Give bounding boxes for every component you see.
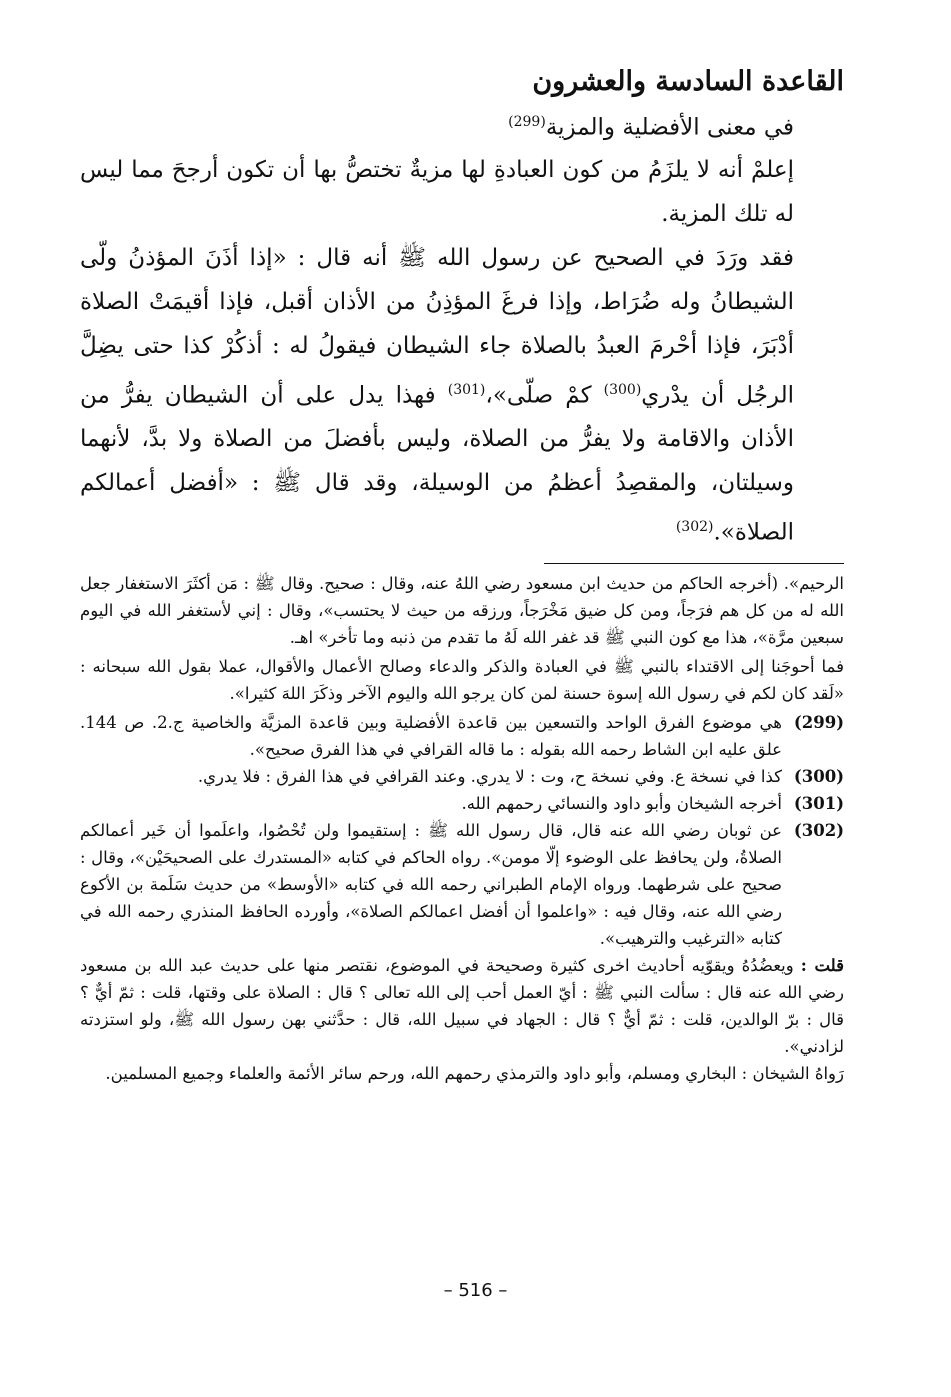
footnote-302 [80,817,844,952]
paragraph-2-part-a: فقد ورَدَ في الصحيح عن رسول الله ﷺ أنه قال : «إذا أذَنَ المؤذنُ ولّى الشيطانُ وله ضُرَاط، وإذا فرغَ المؤذِنُ من الأذان أقبل، فإذا أقيمَتْ الصلاة أدْبَرَ، فإذا أحْرمَ العبدُ بالصلاة جاء الشيطان فيقولُ له : أذكُرْ كذا حتى يضِلَّ الرجُل أن يدْري [80,244,795,409]
paragraph-2-part-c: فهذا يدل على أن الشيطان يفرُّ من الأذان والاقامة ولا يفرُّ من الصلاة، وليس بأفضلَ من الصلاة ولا بدَّ، لأنهما وسيلتان، والمقصِدُ أعظمُ من الوسيلة، وقد قال ﷺ : «أفضل أعمالكم الصلاة». [80,382,794,546]
footnote-text: أخرجه الشيخان وأبو داود والنسائي رحمهم الله. [461,793,782,813]
footnote-number: (299) [793,712,844,732]
main-paragraph-2 [80,236,844,555]
footnote-ref-299: (299) [508,114,546,130]
footnote-continuation-1: الرحيم». (أخرجه الحاكم من حديث ابن مسعود رضي اللهُ عنه، وقال : صحيح. وقال ﷺ : مَن أكثَرَ الاستغفار جعل الله له من كل هم فرَجاً، ومن كل ضيق مَخْرَجاً، ورزقه من حيث لا يحتسب»، وقال : إني لأستغفر الله في اليوم سبعين مرَّة»، هذا مع كون النبي ﷺ قد غفر الله لَهُ ما تقدم من ذنبه وما تأخر» اهـ. [80,573,844,647]
footnote-qult [80,952,844,1060]
footnote-text: عن ثوبان رضي الله عنه قال، قال رسول الله ﷺ : إستقيموا ولن تُحْصُوا، واعلَموا أن خَير أعمالكم الصلاةُ، ولن يحافظ على الوضوء إلّا مومن». رواه الحاكم في كتابه «المستدرك على الصحيحَيْن»، وقال : صحيح على شرطهما. ورواه الإمام الطبراني رحمه الله في كتابه «الأوسط» من حديث سَلَمة بن الأكوع رضي الله عنه، وقال فيه : «واعلموا أن أفضل اعمالكم الصلاة»، وأورده الحافظ المنذري رحمه الله في كتابه «الترغيب والترهيب». [80,820,782,948]
paragraph-1-text: إعلمْ أنه لا يلزَمُ من كون العبادةِ لها مزيةٌ تختصُّ بها أن تكون أرجحَ مما ليس له تلك المزية. [80,156,794,227]
footnote-separator [544,563,844,564]
main-paragraph-1 [80,148,844,236]
paragraph-2-part-b: كمْ صلّى»، [485,382,592,409]
footnote-ref-302: (302) [675,519,714,536]
footnote-ref-300: (300) [603,381,642,398]
footnote-number: (300) [793,766,844,786]
footnote-text: كذا في نسخة ع. وفي نسخة ح، وت : لا يدري. وعند القرافي في هذا الفرق : فلا يدري. [197,766,782,786]
page-number: – 516 – [443,1280,508,1301]
qult-text: ويعضُدُهُ ويقوّيه أحاديث اخرى كثيرة وصحيحة في الموضوع، نقتصر منها على حديث عبد الله بن مسعود رضي الله عنه قال : سألت النبي ﷺ : أيّ العمل أحب إلى الله تعالى ؟ قال : الصلاة على وقتها، قلت : ثمّ أيٌّ ؟ قال : برّ الوالدين، قلت : ثمّ أيٌّ ؟ قال : الجهاد في سبيل الله، قال : حدَّثني بهن رسول الله ﷺ، ولو استزدته لزادني». [80,955,844,1056]
footnote-301 [80,790,844,817]
chapter-subtitle [80,102,794,148]
footnote-ref-301: (301) [447,381,486,398]
footnote-rawah: رَواهُ الشيخان : البخاري ومسلم، وأبو داود والترمذي رحمهم الله، ورحم سائر الأئمة والعلماء وجميع المسلمين. [105,1063,844,1083]
footnote-text: هي موضوع الفرق الواحد والتسعين بين قاعدة الأفضلية وبين قاعدة المزيَّة والخاصية ج.2. ص 144. علق عليه ابن الشاط رحمه الله بقوله : ما قاله القرافي في هذا الفرق صحيح». [80,712,782,759]
page-content [80,62,844,1087]
footnote-continuation-2: فما أحوجَنا إلى الاقتداء بالنبي ﷺ في العبادة والذكر والدعاء وصالح الأعمال والأقوال، عملا بقول الله سبحانه : «لَقد كان لكم في رسول الله إسوة حسنة لمن كان يرجو الله واليوم الآخر وذكَرَ اللهَ كثيرا». [80,656,844,703]
chapter-title: القاعدة السادسة والعشرون [532,66,844,97]
footnote-300 [80,763,844,790]
footnote-number: (302) [793,820,844,840]
paragraph-2-wrap [80,236,844,555]
qult-label: قلت : [800,955,844,975]
subtitle-text: في معنى الأفضلية والمزية [545,114,794,141]
footnote-number: (301) [793,793,844,813]
footnote-299 [80,709,844,763]
